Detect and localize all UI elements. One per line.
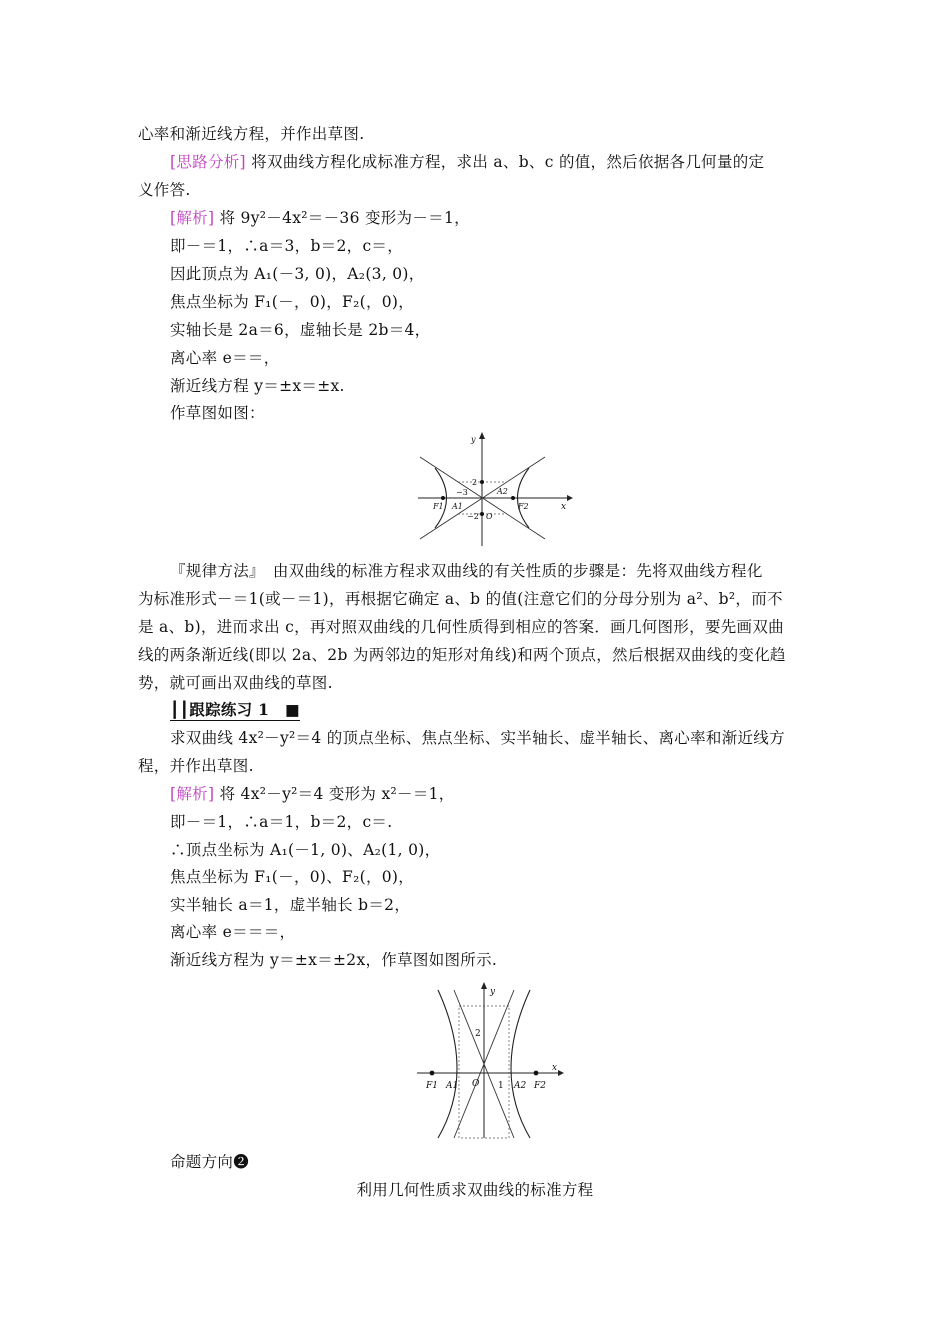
label-a2: A2 — [497, 487, 508, 496]
axis-label-x: x — [561, 502, 567, 512]
analysis-text: 将双曲线方程化成标准方程，求出 a、b、c 的值，然后依据各几何量的定 — [251, 153, 765, 171]
hyperbola-figure-2 — [412, 978, 568, 1140]
text-line: 焦点坐标为 F₁(－，0)、F₂(，0)， — [170, 868, 415, 886]
axis-label-x: x — [552, 1063, 558, 1073]
text-line: 义作答. — [138, 181, 191, 199]
text-line: 实轴长是 2a＝6，虚轴长是 2b＝4， — [170, 321, 431, 339]
direction-label: 命题方向❷ — [170, 1153, 250, 1171]
label-a1: A1 — [452, 502, 463, 511]
tick-label-2: 2 — [472, 478, 478, 487]
text-line: 即－＝1，∴a＝1，b＝2，c＝. — [170, 813, 393, 831]
text-line: 是 a、b)，进而求出 c，再对照双曲线的几何性质得到相应的答案．画几何图形，要先画双曲 — [138, 618, 784, 636]
text-line: 心率和渐近线方程，并作出草图. — [138, 125, 365, 143]
label-a2: A2 — [514, 1081, 527, 1091]
analysis-tag: [思路分析] — [170, 153, 246, 171]
text-line: 渐近线方程为 y＝±x＝±2x，作草图如图所示. — [170, 951, 498, 969]
text-line: 作草图如图： — [170, 404, 265, 422]
text-line: 离心率 e＝＝＝， — [170, 923, 296, 941]
axis-label-y: y — [490, 987, 496, 997]
hyperbola-figure-1 — [415, 428, 575, 550]
tick-label-neg2: −2 — [467, 512, 479, 521]
practice-title: ┃┃跟踪练习 1 ■ — [170, 700, 300, 719]
text-line: 离心率 e＝＝， — [170, 349, 280, 367]
solution-text: 将 4x²－y²＝4 变形为 x²－＝1， — [219, 785, 455, 803]
tick-label-neg3: −3 — [456, 488, 468, 497]
text-line — [170, 784, 455, 804]
origin-label: O — [486, 512, 493, 521]
label-f2: F2 — [534, 1081, 546, 1091]
text-line: 势，就可画出双曲线的草图. — [138, 674, 333, 692]
text-line: 为标准形式－＝1(或－＝1)，再根据它确定 a、b 的值(注意它们的分母分别为 a²、b²，而不 — [138, 590, 783, 608]
tick-label-1: 1 — [498, 1081, 504, 1091]
text-line: 即－＝1，∴a＝3，b＝2，c＝， — [170, 237, 404, 255]
text-line: 程，并作出草图. — [138, 757, 254, 775]
label-f1: F1 — [433, 502, 444, 511]
text-line: 渐近线方程 y＝±x＝±x. — [170, 377, 345, 395]
solution-text: 将 9y²－4x²＝－36 变形为－＝1， — [219, 209, 470, 227]
text-line: ∴顶点坐标为 A₁(－1, 0)、A₂(1, 0)， — [170, 841, 441, 859]
text-line: 焦点坐标为 F₁(－，0)，F₂(，0)， — [170, 293, 415, 311]
origin-label: O — [472, 1079, 480, 1089]
text-line: 『规律方法』 由双曲线的标准方程求双曲线的有关性质的步骤是：先将双曲线方程化 — [170, 562, 763, 580]
text-line: 线的两条渐近线(即以 2a、2b 为两邻边的矩形对角线)和两个顶点，然后根据双曲线的变化趋 — [138, 646, 786, 664]
solution-tag: [解析] — [170, 785, 215, 803]
direction-title: 利用几何性质求双曲线的标准方程 — [356, 1181, 594, 1199]
tick-label-2: 2 — [475, 1029, 481, 1039]
text-line: 实半轴长 a＝1，虚半轴长 b＝2， — [170, 896, 411, 914]
text-line — [170, 208, 470, 228]
text-line: 因此顶点为 A₁(－3, 0)，A₂(3, 0)， — [170, 265, 425, 283]
label-f2: F2 — [518, 502, 529, 511]
label-a1: A1 — [446, 1081, 459, 1091]
text-line — [170, 152, 764, 172]
text-line: 求双曲线 4x²－y²＝4 的顶点坐标、焦点坐标、实半轴长、虚半轴长、离心率和渐近线方 — [170, 729, 785, 747]
solution-tag: [解析] — [170, 209, 215, 227]
axis-label-y: y — [471, 435, 476, 444]
label-f1: F1 — [426, 1081, 438, 1091]
